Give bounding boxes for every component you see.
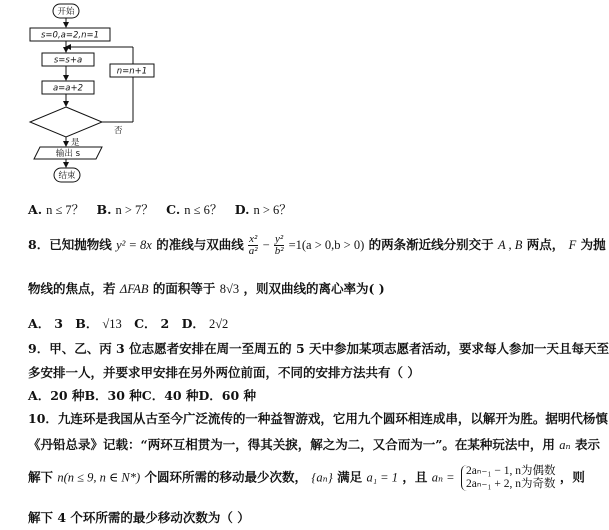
- frac-y2-b2: $\frac{\text{y²}}{\text{b²}}$: [274, 233, 284, 257]
- q8-option-d: D． 2√2: [181, 316, 229, 331]
- q7-options: [28, 200, 300, 218]
- q10-line-3: 解下 n(n ≤ 9, n ∈ N*) 个圆环所需的移动最少次数， {aₙ} 满足 a₁ = 1 ，且 aₙ = 2aₙ₋₁ − 1, n为偶数 2aₙ₋₁ + 2, n为奇数 ，则: [28, 465, 585, 490]
- q7-option-d: D. n > 6？: [234, 202, 292, 217]
- step-a-label: a=a+2: [52, 83, 84, 94]
- q8-line-2: 物线的焦点，若 ΔFAB 的面积等于 8√3 ，则双曲线的离心率为( ): [28, 281, 385, 296]
- condition-diamond: [30, 107, 102, 137]
- end-label: 结束: [58, 171, 76, 181]
- no-label: 否: [114, 126, 123, 136]
- q10-line-4: 解下 4 个环所需的最少移动次数为（ ）: [28, 510, 250, 525]
- q7-option-a: A. n ≤ 7？: [28, 202, 85, 217]
- q9-options: A．20 种B．30 种C．40 种D．60 种: [28, 388, 257, 403]
- q9-line-1: 9．甲、乙、丙 3 位志愿者安排在周一至周五的 5 天中参加某项志愿者活动，要求每人参加一天且每天至: [28, 341, 609, 356]
- output-label: 输出 s: [55, 149, 81, 159]
- start-label: 开始: [57, 7, 75, 17]
- q8-option-b: B． √13: [75, 316, 122, 331]
- q8-option-a: A． 3: [28, 316, 63, 331]
- q9-line-2: 多安排一人，并要求甲安排在另外两位前面，不同的安排方法共有（ ）: [28, 365, 420, 380]
- q8-option-c: C． 2: [134, 316, 170, 331]
- init-label: s=0,a=2,n=1: [40, 30, 100, 41]
- piecewise-brace: 2aₙ₋₁ − 1, n为偶数 2aₙ₋₁ + 2, n为奇数: [461, 465, 556, 491]
- q10-line-1: 10．九连环是我国从古至今广泛流传的一种益智游戏，它用九个圆环相连成串，以解开为胜。据明代杨慎: [28, 411, 608, 426]
- step-n-label: n=n+1: [116, 66, 148, 77]
- q7-option-b: B. n > 7？: [96, 202, 154, 217]
- frac-x2-a2: $\frac{\text{x²}}{\text{a²}}$: [248, 233, 258, 257]
- step-s-label: s=s+a: [53, 55, 83, 66]
- flowchart: [0, 0, 554, 200]
- q10-line-2: 《丹铅总录》记载：“两环互相贯为一，得其关捩，解之为二，又合而为一”。在某种玩法中，用 aₙ 表示: [28, 437, 600, 452]
- q7-option-c: C. n ≤ 6？: [166, 202, 223, 217]
- q8-options: [28, 314, 236, 332]
- q8-line-1: 8．已知抛物线 y² = 8x 的准线与双曲线 $\frac{\text{x²}}{\text{a²}}$ − $\frac{\text{y²}}{\text{b²}}$ =1(a > 0,b > 0) 的两条渐近线分别交于 A , B 两点， F 为抛: [28, 233, 606, 257]
- yes-label: 是: [71, 138, 80, 148]
